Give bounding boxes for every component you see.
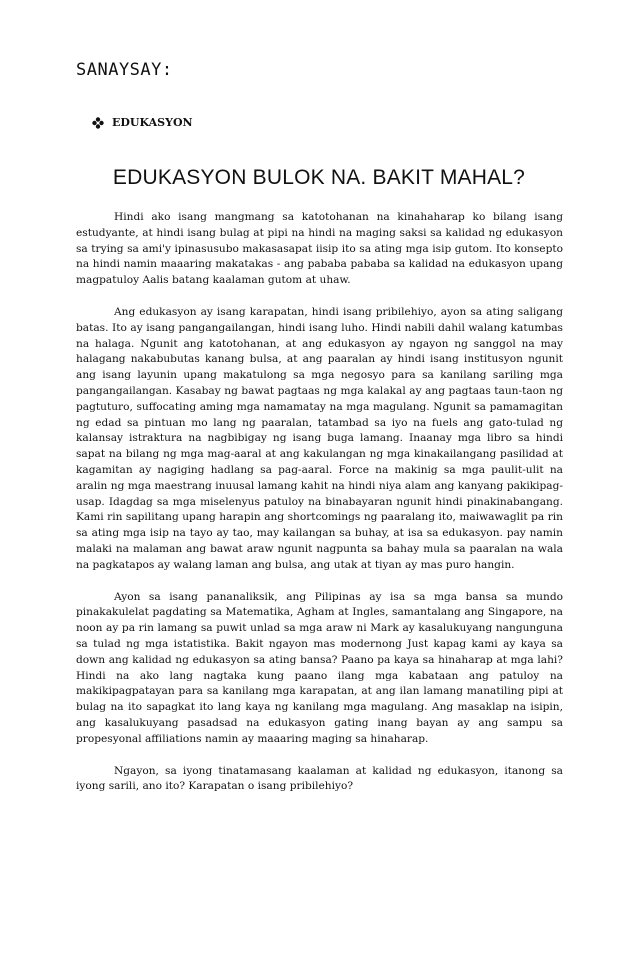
essay-title: EDUKASYON BULOK NA. BAKIT MAHAL? [112, 166, 526, 189]
bullet-label: EDUKASYON [112, 116, 193, 129]
paragraph-4: Ngayon, sa iyong tinatamasang kaalaman at kalidad ng edukasyon, itanong sa iyong sarili, ano ito? Karapatan o isang pribilehiyo? [76, 764, 563, 793]
diamond-bullet-icon [92, 117, 104, 129]
section-heading: SANAYSAY: [76, 60, 173, 80]
paragraph-2: Ang edukasyon ay isang karapatan, hindi isang pribilehiyo, ayon sa ating saligang batas. Ito ay isang pangangailangan, hindi isang luho. Hindi nabili dahil walang katumbas na halaga. Ngunit ang katotohanan, at ang edukasyon ay ngayon ng sanggol na may halagang nakabubutas kanang bulsa, at ang paaralan ay hindi isang institusyon ngunit ang isang layunin upang makatulong sa mga negosyo para sa kanilang sariling mga pangangailangan. Kasabay ng bawat pagtaas ng mga kalakal ay ang pagtaas taun-taon ng pagtuturo, suffocating aming mga namamatay na mga magulang. Ngunit sa pamamagitan ng edad sa pintuan mo lang ng paaralan, tatambad sa iyo na fuels ang gato-tulad ng kalansay istraktura na nagbibigay ng isang buga lamang. Inaanay mga libro sa hindi sapat na bilang ng mga mag-aaral at ang kakulangan ng mga kinakailangang pasilidad at kagamitan ay nagiging hadlang sa pag-aaral. Force na makinig sa mga paulit-ulit na aralin ng mga maestrang inuusal lamang kahit na hindi niya alam ang kanyang pakikipag-usap. Idagdag sa mga miselenyus patuloy na binabayaran ngunit hindi pinakinabangang. Kami rin sapilitang upang harapin ang shortcomings ng paaralang ito, maiwawaglit pa rin sa ating mga isip na tayo ay tao, may kailangan sa buhay, at isa sa edukasyon. pay namin malaki na malaman ang bawat araw ngunit nagpunta sa bahay mula sa paaralan na wala na pagkatapos ay walang laman ang bulsa, ang utak at tiyan ay mas puro hangin. [76, 305, 563, 571]
bullet-item [92, 116, 193, 129]
paragraph-1: Hindi ako isang mangmang sa katotohanan na kinahaharap ko bilang isang estudyante, at hindi isang bulag at pipi na hindi na maging saksi sa kalidad ng edukasyon sa trying sa ami'y ipinasusubo makasasapat iisip ito sa ating mga isip gutom. Ito konsepto na hindi namin maaaring makatakas - ang pababa pababa sa kalidad na edukasyon upang magpatuloy Aalis batang kaalaman gutom at uhaw. [76, 211, 563, 287]
essay-body [76, 210, 563, 811]
paragraph-3: Ayon sa isang pananaliksik, ang Pilipinas ay isa sa mga bansa sa mundo pinakakulelat pagdating sa Matematika, Agham at Ingles, samantalang ang Singapore, na noon ay pa rin lamang sa puwit unlad sa mga araw ni Mark ay kasalukuyang nangunguna sa tulad ng mga istatistika. Bakit ngayon mas modernong Just kapag kami ay kaya sa down ang kalidad ng edukasyon sa ating bansa? Paano pa kaya sa hinaharap at mga lahi? Hindi na ako lang nagtaka kung paano ilang mga kabataan ang patuloy na makikipagpatayan para sa kanilang mga karapatan, at ang ilan lamang manatiling pipi at bulag na ito sapagkat ito lang kaya ng kanilang mga magulang. Ang masaklap na isipin, ang kasalukuyang pasadsad na edukasyon gating inang bayan ay ang sampu sa propesyonal affiliations namin ay maaaring maging sa hinaharap. [76, 590, 563, 745]
